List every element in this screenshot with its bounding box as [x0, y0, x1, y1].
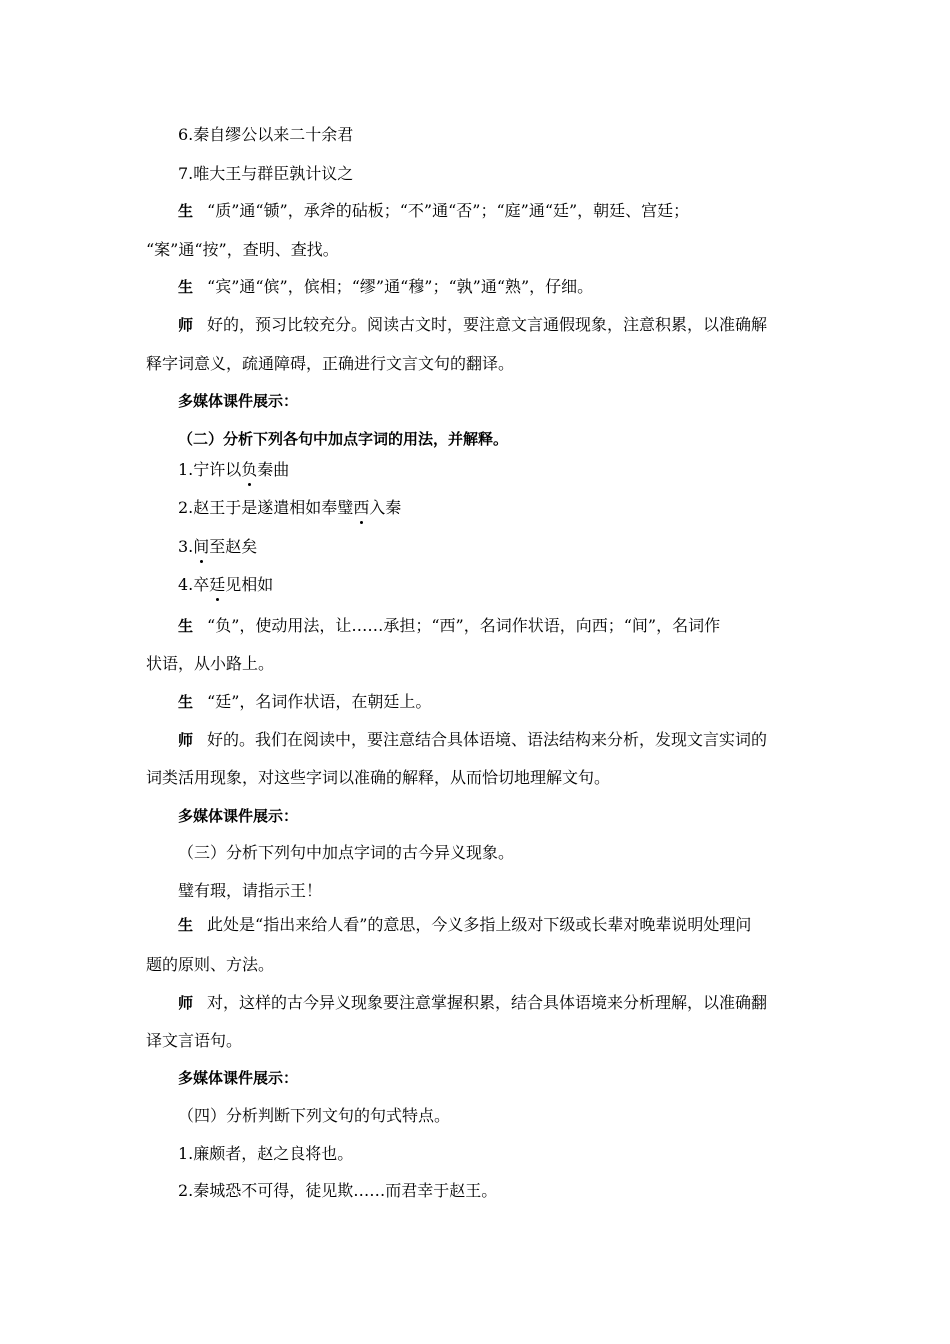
speaker-label: 师: [178, 994, 194, 1012]
dialogue-line: [178, 616, 838, 636]
list-item: 6.秦自缪公以来二十余君: [178, 125, 354, 144]
paragraph-continuation: 状语，从小路上。: [146, 654, 275, 673]
dialogue-line: [178, 201, 838, 221]
speaker-label: 生: [178, 278, 194, 296]
section-heading: 多媒体课件展示：: [178, 1069, 299, 1087]
speaker-label: 师: [178, 316, 194, 334]
dialogue-text: 好的。我们在阅读中，要注意结合具体语境、语法结构来分析，发现文言实词的: [207, 730, 768, 749]
speaker-label: 师: [178, 731, 194, 749]
dialogue-line: [178, 692, 838, 712]
paragraph-continuation: 释字词意义，疏通障碍，正确进行文言文句的翻译。: [146, 354, 515, 373]
list-item: [178, 460, 838, 480]
section-heading: 多媒体课件展示：: [178, 807, 299, 825]
item-text: 秦曲: [257, 460, 290, 479]
paragraph-continuation: 题的原则、方法。: [146, 955, 275, 974]
exercise-heading: （三）分析下列句中加点字词的古今异义现象。: [178, 843, 515, 862]
dialogue-text: 此处是“指出来给人看”的意思，今义多指上级对下级或长辈对晚辈说明处理问: [207, 915, 752, 934]
list-item: 7.唯大王与群臣孰计议之: [178, 164, 354, 183]
dotted-char: 负: [241, 460, 258, 479]
list-item: [178, 498, 838, 518]
dotted-char: 间: [193, 537, 210, 556]
dialogue-text: 对，这样的古今异义现象要注意掌握积累，结合具体语境来分析理解，以准确翻: [207, 993, 768, 1012]
dialogue-line: [178, 315, 838, 335]
paragraph-continuation: “案”通“按”，查明、查找。: [146, 240, 339, 259]
paragraph-continuation: 译文言语句。: [146, 1031, 243, 1050]
dialogue-line: [178, 915, 838, 935]
speaker-label: 生: [178, 202, 194, 220]
item-text: 入秦: [369, 498, 402, 517]
item-text: 见相如: [225, 575, 274, 594]
dotted-char: 西: [353, 498, 370, 517]
paragraph-continuation: 词类活用现象，对这些字词以准确的解释，从而恰切地理解文句。: [146, 768, 611, 787]
dialogue-text: “质”通“锧”，承斧的砧板；“不”通“否”；“庭”通“廷”，朝廷、宫廷；: [207, 201, 690, 220]
list-item: 1.廉颇者，赵之良将也。: [178, 1144, 354, 1163]
list-item: [178, 575, 838, 595]
item-text: 4.卒: [178, 575, 210, 594]
exercise-heading: （二）分析下列各句中加点字词的用法，并解释。: [178, 430, 509, 448]
dialogue-line: [178, 730, 838, 750]
exercise-heading: （四）分析判断下列文句的句式特点。: [178, 1106, 451, 1125]
item-text: 2.赵王于是遂遣相如奉璧: [178, 498, 354, 517]
item-text: 1.宁许以: [178, 460, 242, 479]
dialogue-text: “负”，使动用法，让……承担；“西”，名词作状语，向西；“间”，名词作: [207, 616, 721, 635]
dialogue-text: “廷”，名词作状语，在朝廷上。: [207, 692, 432, 711]
speaker-label: 生: [178, 916, 194, 934]
speaker-label: 生: [178, 617, 194, 635]
example-sentence: 璧有瑕，请指示王！: [178, 881, 323, 900]
dialogue-text: “宾”通“傧”，傧相；“缪”通“穆”；“孰”通“熟”，仔细。: [207, 277, 594, 296]
dialogue-line: [178, 277, 838, 297]
list-item: 2.秦城恐不可得，徒见欺……而君幸于赵王。: [178, 1181, 498, 1200]
list-item: [178, 537, 838, 557]
dialogue-text: 好的，预习比较充分。阅读古文时，要注意文言通假现象，注意积累，以准确解: [207, 315, 768, 334]
section-heading: 多媒体课件展示：: [178, 392, 299, 410]
item-text: 至赵矣: [209, 537, 258, 556]
dotted-char: 廷: [209, 575, 226, 594]
speaker-label: 生: [178, 693, 194, 711]
item-text: 3.: [178, 537, 194, 556]
dialogue-line: [178, 993, 838, 1013]
